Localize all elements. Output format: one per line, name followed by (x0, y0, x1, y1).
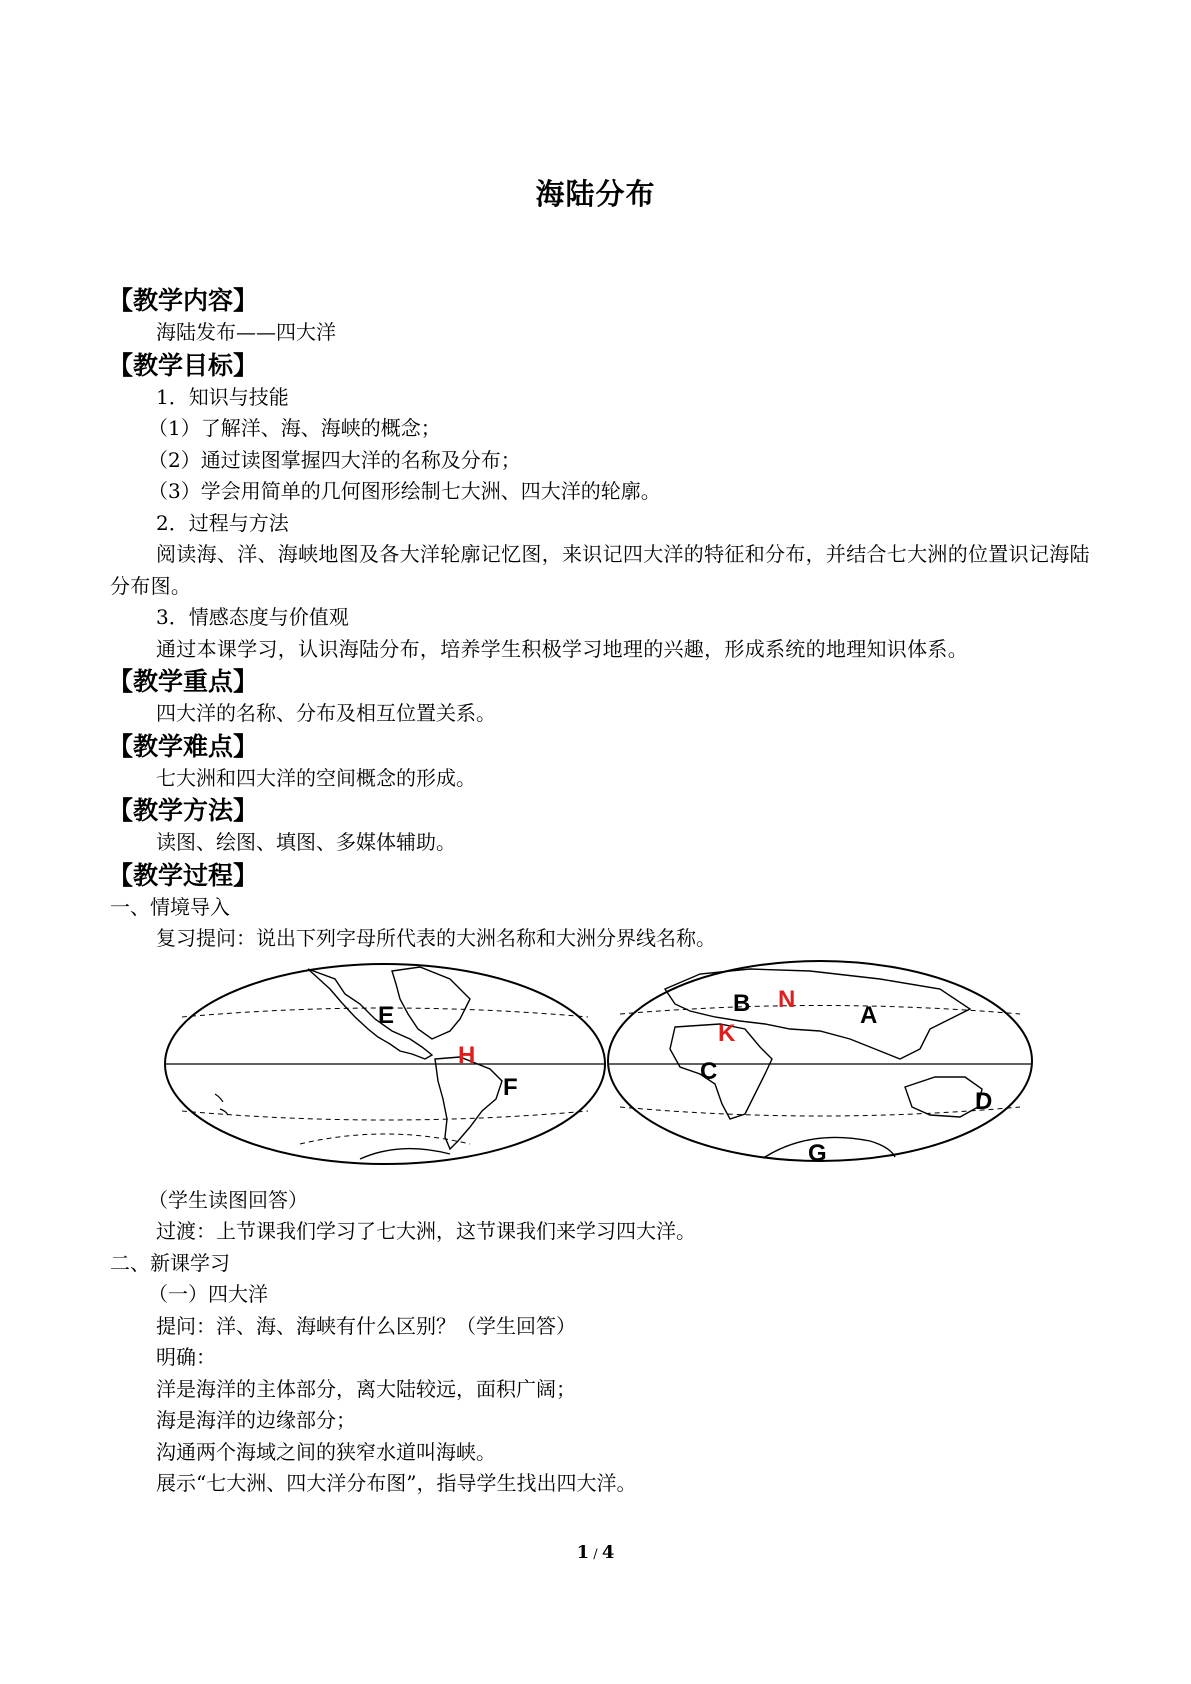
step-2-title: 二、新课学习 (110, 1250, 230, 1275)
step-2-question: 提问：洋、海、海峡有什么区别？（学生回答） (156, 1313, 576, 1338)
goal-1-title: 1．知识与技能 (156, 384, 289, 409)
heading-content: 【教学内容】 (108, 286, 259, 315)
difficulties-text: 七大洲和四大洋的空间概念的形成。 (156, 765, 476, 790)
world-map-svg (160, 959, 1040, 1179)
step-2-show-map: 展示“七大洲、四大洋分布图”，指导学生找出四大洋。 (156, 1471, 637, 1495)
goal-2-text: 阅读海、洋、海峡地图及各大洋轮廓记忆图，来识记四大洋的特征和分布，并结合七大洲的位置识记海陆分布图。 (110, 542, 1090, 598)
step-2-subtitle: （一）四大洋 (148, 1282, 268, 1306)
goal-1-b: （2）通过读图掌握四大洋的名称及分布； (148, 447, 521, 472)
goal-3-title: 3．情感态度与价值观 (156, 605, 349, 629)
goal-2-title: 2．过程与方法 (156, 510, 289, 535)
goal-1-a: （1）了解洋、海、海峡的概念； (148, 416, 441, 440)
antarctica-west-shape (360, 1148, 450, 1158)
eastern-outline (608, 961, 1032, 1161)
heading-key-points: 【教学重点】 (108, 667, 259, 696)
step-1-question: 复习提问：说出下列字母所代表的大洲名称和大洲分界线名称。 (156, 926, 716, 950)
eastern-hemisphere (608, 961, 1032, 1161)
goal-3-text: 通过本课学习，认识海陆分布，培养学生积极学习地理的兴趣，形成系统的地理知识体系。 (156, 636, 968, 661)
map-label-n: N (778, 985, 796, 1013)
antarctica-east-shape (765, 1137, 895, 1157)
document-body (110, 284, 1090, 1500)
page-title: 海陆分布 (535, 177, 656, 211)
step-1-answer: （学生读图回答） (148, 1187, 308, 1212)
map-label-k: K (718, 1019, 736, 1047)
heading-methods: 【教学方法】 (108, 796, 259, 825)
world-map-figure (110, 959, 1090, 1179)
page-current: 1 (576, 1542, 590, 1563)
eurasia-shape (665, 969, 970, 1059)
map-label-d: D (975, 1087, 993, 1115)
step-2-clarify: 明确： (156, 1345, 216, 1369)
map-label-b: B (733, 989, 751, 1017)
heading-goals: 【教学目标】 (108, 350, 259, 380)
step-2-ocean-def: 洋是海洋的主体部分，离大陆较远，面积广阔； (156, 1376, 576, 1401)
eastern-tropic-s (620, 1107, 1020, 1116)
south-america-shape (435, 1057, 502, 1149)
australia-shape (905, 1077, 982, 1117)
page-number (0, 1542, 1191, 1563)
map-label-h: H (458, 1041, 476, 1069)
key-points-text: 四大洋的名称、分布及相互位置关系。 (156, 701, 496, 725)
step-1-transition: 过渡：上节课我们学习了七大洲，这节课我们来学习四大洋。 (156, 1219, 696, 1243)
map-label-g: G (808, 1139, 827, 1167)
content-text: 海陆发布——四大洋 (156, 320, 336, 344)
step-1-title: 一、情境导入 (110, 894, 230, 919)
map-label-a: A (860, 1001, 878, 1029)
goal-1-c: （3）学会用简单的几何图形绘制七大洲、四大洋的轮廓。 (148, 479, 661, 503)
western-tropic-s (182, 1111, 588, 1120)
page-sep: / (589, 1547, 602, 1562)
map-label-e: E (378, 1001, 395, 1029)
map-label-f: F (503, 1073, 518, 1101)
heading-process: 【教学过程】 (108, 860, 259, 890)
heading-difficulties: 【教学难点】 (108, 731, 259, 761)
step-2-strait-def: 沟通两个海域之间的狭窄水道叫海峡。 (156, 1439, 496, 1464)
page-total: 4 (601, 1542, 615, 1563)
step-2-sea-def: 海是海洋的边缘部分； (156, 1408, 356, 1432)
methods-text: 读图、绘图、填图、多媒体辅助。 (156, 830, 456, 854)
islands-west (215, 1094, 228, 1115)
map-label-c: C (700, 1057, 718, 1085)
western-hemisphere (165, 964, 605, 1164)
